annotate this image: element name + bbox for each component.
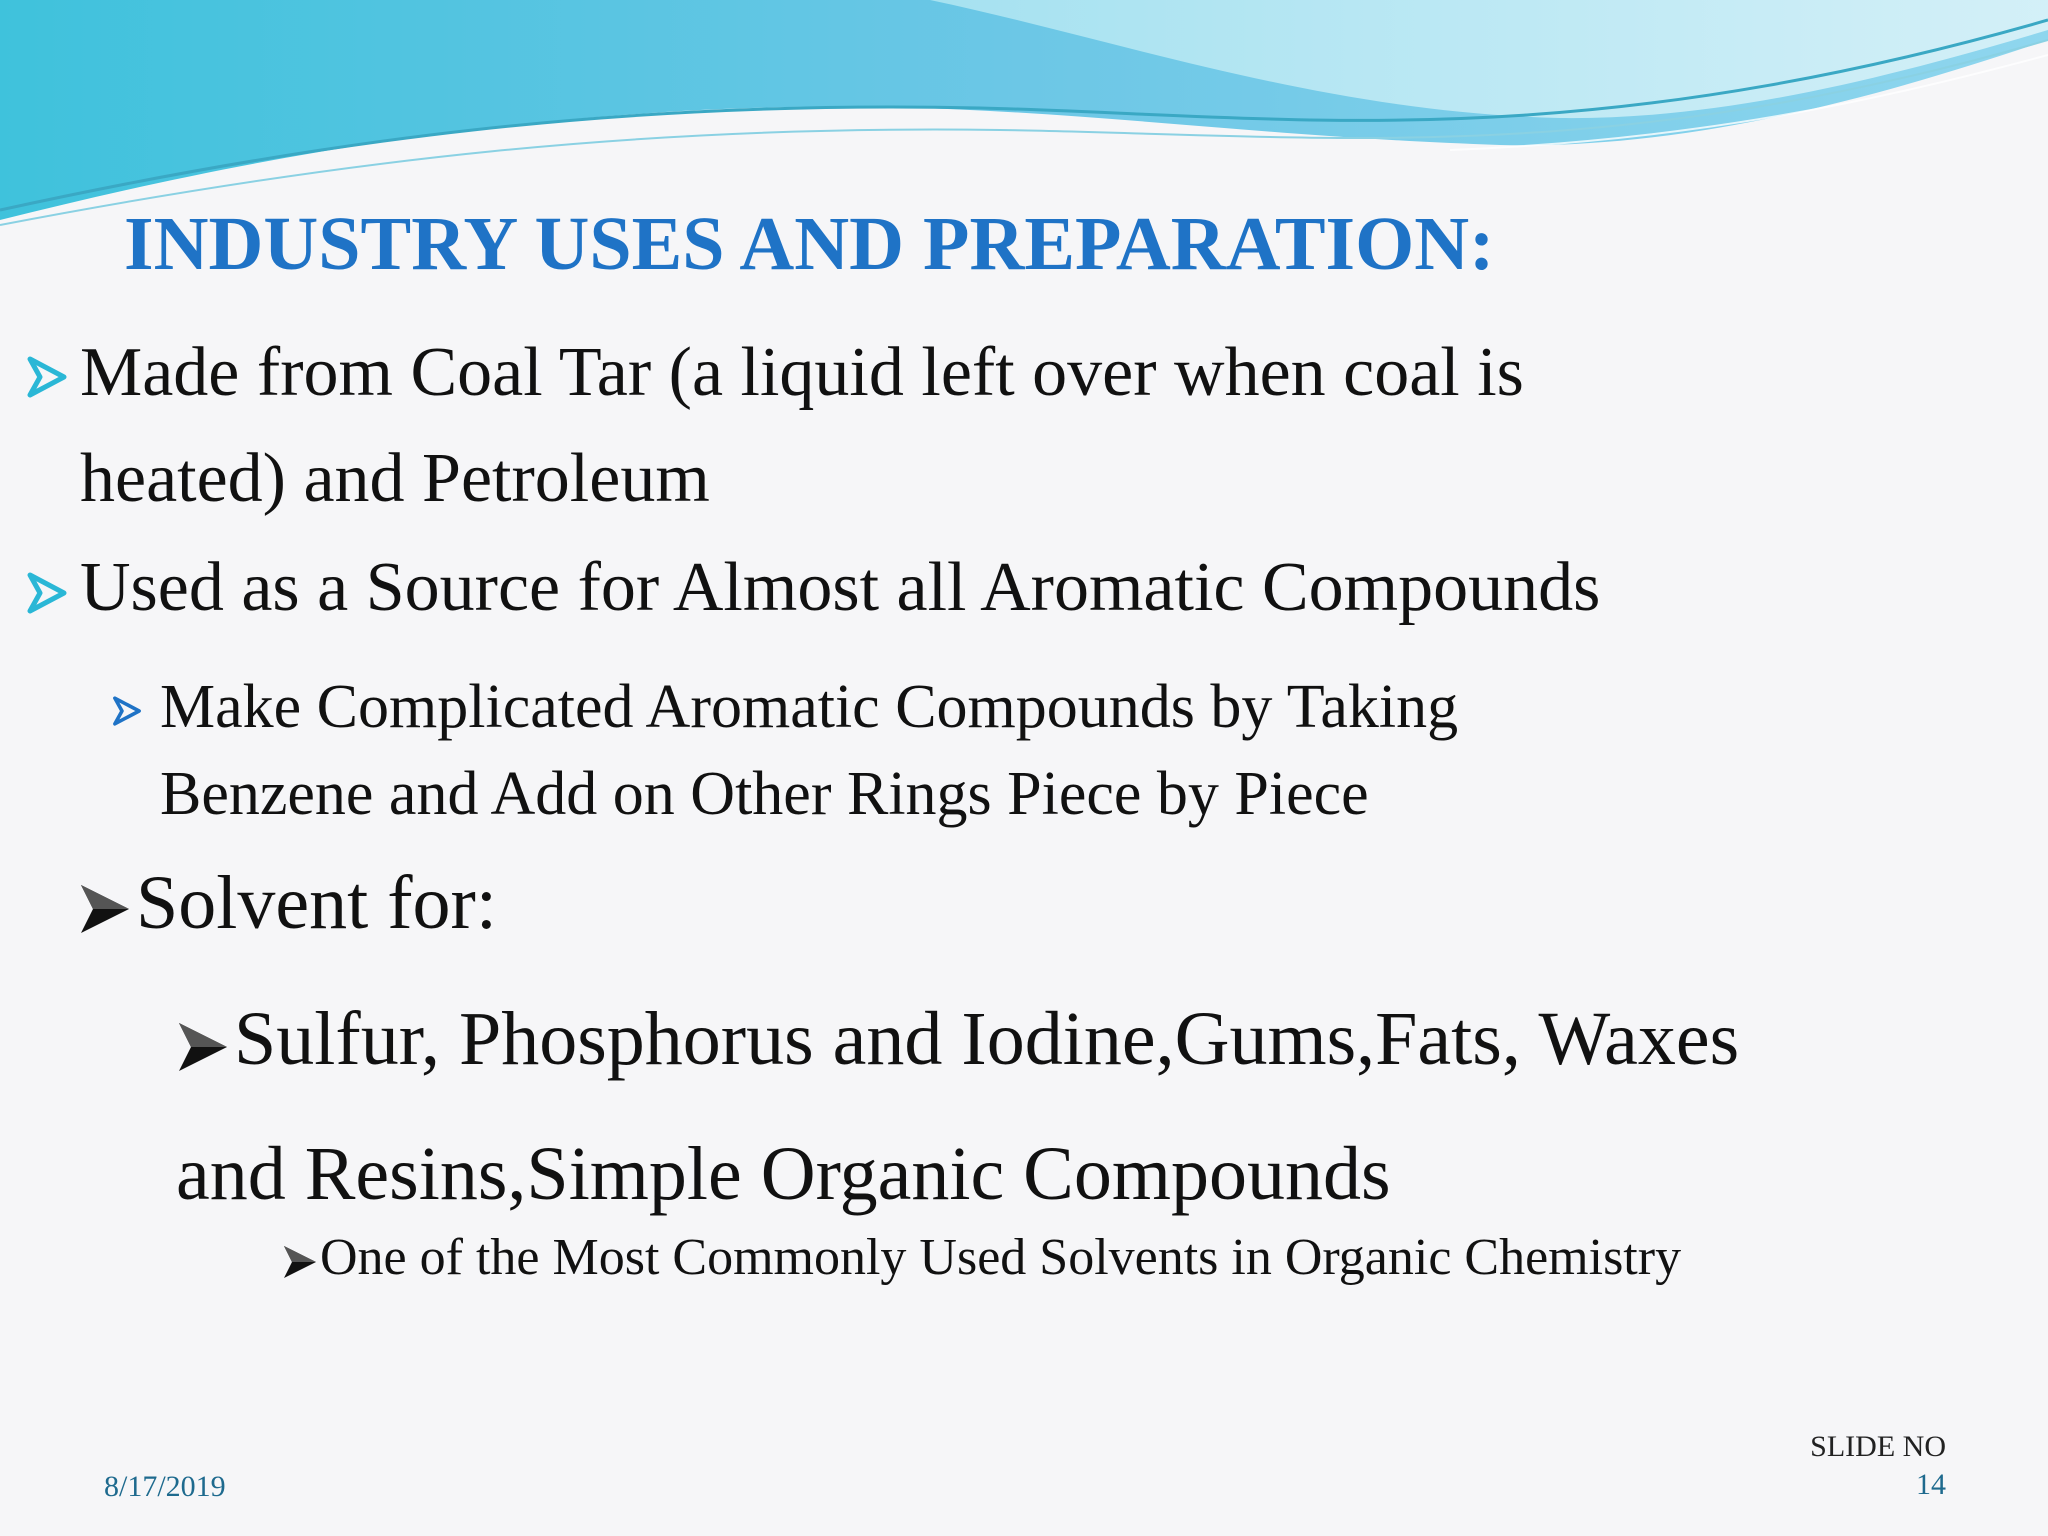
bullet-complicated-aromatic — [112, 662, 1458, 840]
slide-date: 8/17/2019 — [104, 1470, 226, 1503]
bullet-common-solvent — [282, 1222, 1681, 1294]
blue-arrow-icon — [112, 696, 142, 726]
bullet-text-line: Made from Coal Tar (a liquid left over when coal is — [80, 334, 1524, 411]
bullet-text-line: Make Complicated Aromatic Compounds by Taking — [160, 673, 1459, 741]
black-arrow-icon — [78, 882, 132, 936]
slide-number-label: SLIDE NO — [1810, 1430, 1946, 1463]
slide-title: INDUSTRY USES AND PREPARATION: — [124, 202, 1495, 286]
bullet-text-line: Used as a Source for Almost all Aromatic Compounds — [80, 549, 1601, 626]
slide-number: 14 — [1916, 1468, 1946, 1501]
bullet-text-line: and Resins,Simple Organic Compounds — [176, 1132, 1391, 1216]
black-arrow-icon — [176, 1020, 230, 1074]
bullet-solvent-for — [78, 858, 497, 948]
bullet-solvent-list — [176, 972, 1739, 1242]
bullet-coal-tar — [26, 320, 1524, 532]
bullet-text-line: Solvent for: — [136, 861, 497, 945]
bullet-source-aromatic — [26, 546, 1600, 630]
bullet-text-line: Sulfur, Phosphorus and Iodine,Gums,Fats, Waxes — [234, 997, 1740, 1081]
teal-arrow-icon — [26, 572, 68, 614]
black-arrow-icon — [282, 1244, 318, 1280]
bullet-text-line: One of the Most Commonly Used Solvents in Organic Chemistry — [320, 1229, 1682, 1286]
bullet-text-line: heated) and Petroleum — [80, 440, 710, 517]
teal-arrow-icon — [26, 356, 68, 398]
slide-number-block — [1810, 1428, 1946, 1504]
bullet-text-line: Benzene and Add on Other Rings Piece by Piece — [160, 760, 1369, 828]
